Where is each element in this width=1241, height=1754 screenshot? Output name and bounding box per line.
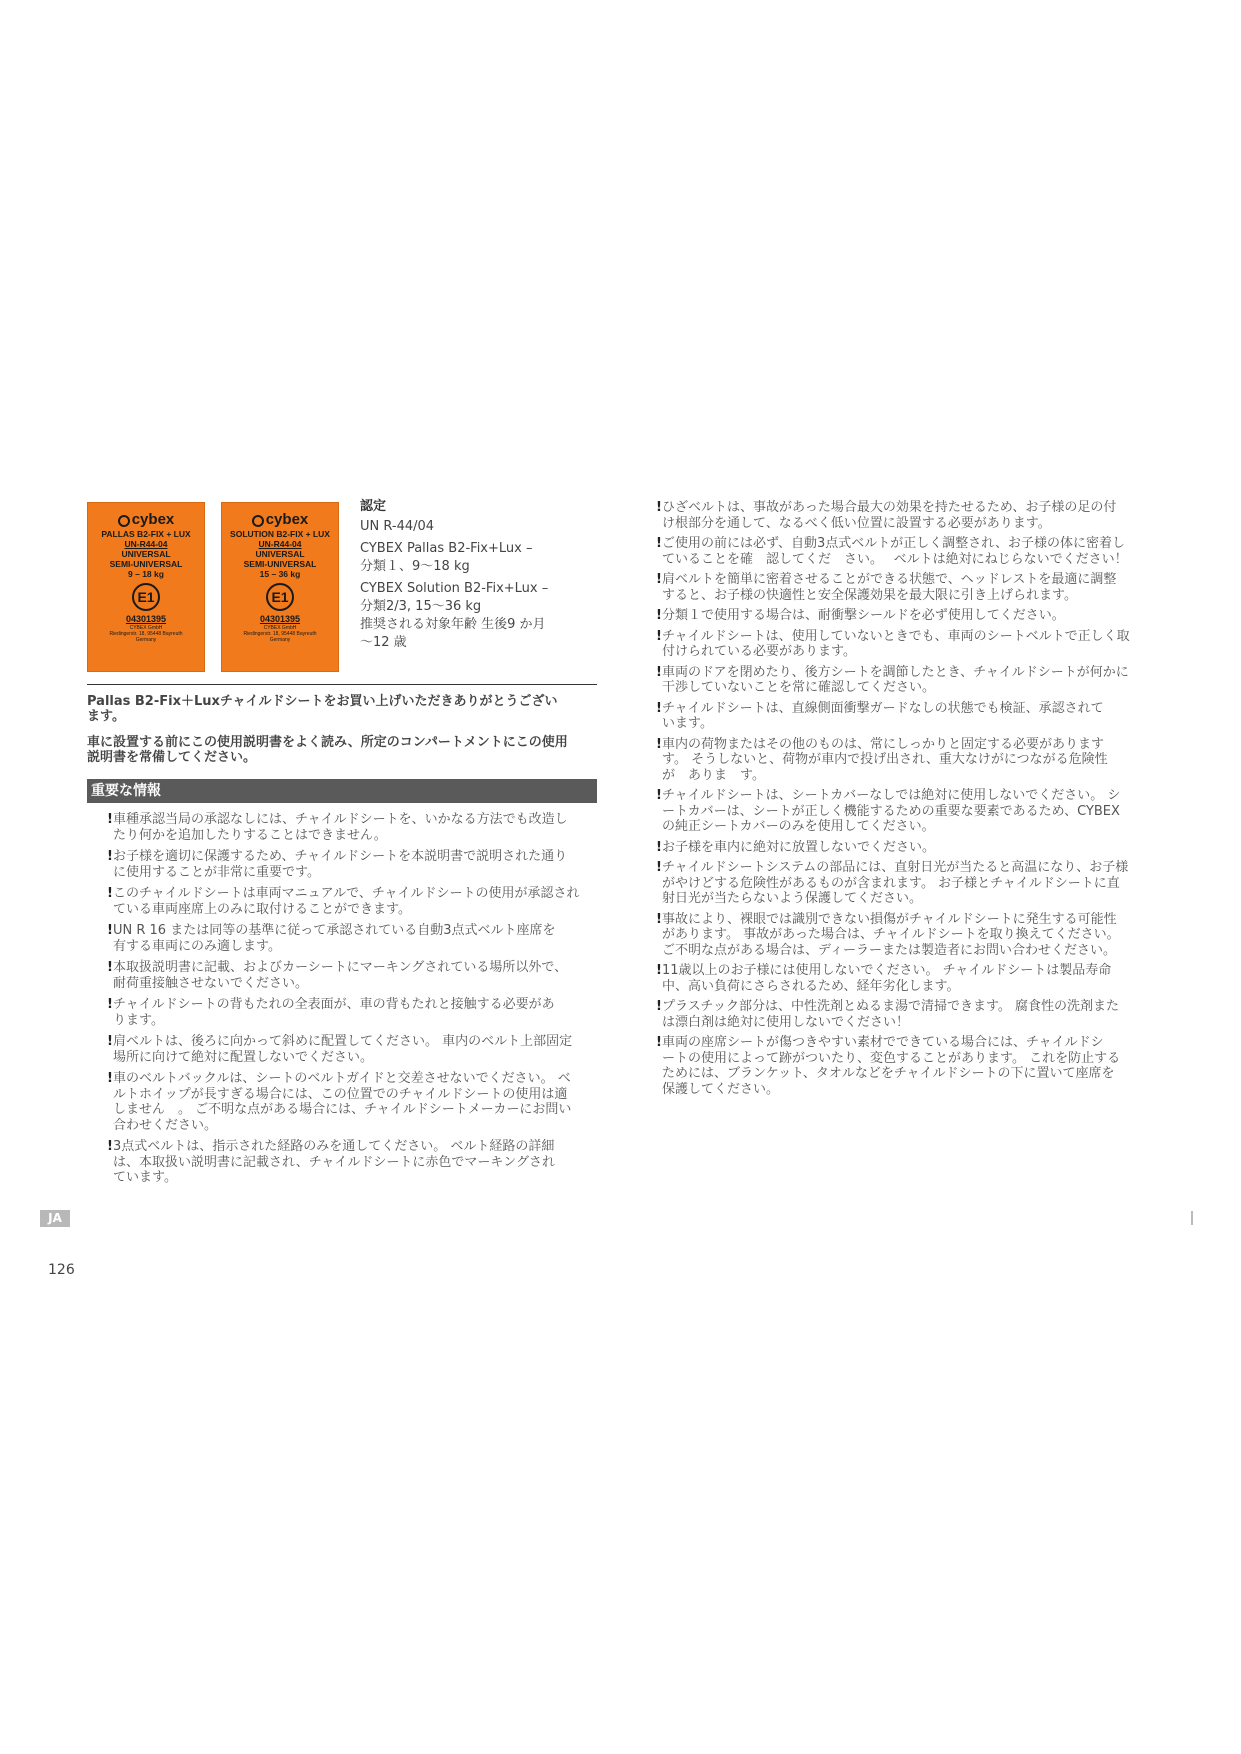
- warning-item: [107, 849, 633, 880]
- label-address: Riedingerstr. 18, 95448 Bayreuth: [243, 631, 317, 637]
- warning-line: ートカバーは、シートが正しく機能するための重要な要素であるため、CYBEX: [662, 803, 1120, 819]
- warning-line: 車種承認当局の承認なしには、チャイルドシートを、いかなる方法でも改造し: [113, 812, 568, 827]
- warning-icon: !: [107, 886, 113, 901]
- warning-line: 肩ベルトを簡単に密着させることができる状態で、ヘッドレストを最適に調整: [662, 572, 1117, 587]
- warning-line: ります。: [113, 1012, 164, 1028]
- warning-item: [656, 1035, 1202, 1097]
- warning-icon: !: [107, 849, 113, 864]
- warning-item: [656, 628, 1202, 660]
- warning-line: 分類１で使用する場合は、耐衝撃シールドを必ず使用してください。: [662, 608, 1065, 623]
- warning-item: [107, 1139, 633, 1186]
- warning-line: チャイルドシートの背もたれの全表面が、車の背もたれと接触する必要があ: [113, 997, 555, 1012]
- certification-pallas-line2: 分類１、9～18 kg: [360, 559, 470, 574]
- warning-icon: !: [107, 1034, 113, 1049]
- divider: [87, 684, 597, 685]
- warning-line: このチャイルドシートは車両マニュアルで、チャイルドシートの使用が承認され: [113, 886, 580, 901]
- warning-item: [107, 812, 633, 843]
- label-category2: SEMI-UNIVERSAL: [243, 559, 317, 569]
- label-model: PALLAS B2-FIX + LUX: [101, 529, 191, 539]
- warning-line: 車両のドアを閉めたり、後方シートを調節したとき、チャイルドシートが何かに: [662, 664, 1129, 680]
- warning-item: [656, 608, 1202, 624]
- cybex-logo-icon: [252, 515, 264, 527]
- warning-icon: !: [656, 572, 662, 587]
- warning-item: [656, 664, 1202, 696]
- warning-icon: !: [656, 736, 662, 752]
- warning-item: [107, 1071, 633, 1133]
- warning-icon: !: [656, 628, 662, 644]
- warning-line: ていることを確 認してくだ さい。 ベルトは絶対にねじらないでください！: [662, 551, 1128, 567]
- section-title: 重要な情報: [91, 783, 161, 799]
- warning-line: 肩ベルトは、後ろに向かって斜めに配置してください。 車内のベルト上部固定: [113, 1034, 573, 1049]
- label-weight: 15 – 36 kg: [259, 569, 301, 579]
- label-standard: UN-R44-04: [124, 539, 168, 549]
- warning-line: ています。: [113, 1170, 177, 1185]
- label-approval-number: 04301395: [259, 614, 301, 624]
- warning-icon: !: [107, 997, 113, 1012]
- page-edge-marker: [1191, 1211, 1193, 1225]
- certification-title: 認定: [360, 499, 387, 514]
- certification-age-line1: 推奨される対象年齢 生後9 か月: [360, 617, 546, 632]
- warning-icon: !: [656, 839, 662, 855]
- warning-icon: !: [656, 664, 662, 680]
- warning-icon: !: [656, 999, 662, 1014]
- label-weight: 9 – 18 kg: [128, 569, 164, 579]
- approval-label-solution: [221, 502, 339, 672]
- warning-icon: !: [656, 536, 662, 551]
- left-warning-list: [107, 812, 633, 1192]
- warning-icon: !: [107, 1139, 113, 1154]
- warning-line: す。 そうしないと、荷物が車内で投げ出され、重大なけがにつながる危険性: [662, 752, 1108, 767]
- thanks-text: Pallas B2-Fix＋Luxチャイルドシートをお買い上げいただきありがとうござい ます。: [87, 694, 558, 724]
- cybex-logo-icon: [118, 515, 130, 527]
- warning-icon: !: [107, 960, 113, 975]
- warning-icon: !: [656, 911, 662, 927]
- warning-line: 車両の座席シートが傷つきやすい素材でできている場合には、チャイルドシ: [662, 1035, 1104, 1050]
- warning-line: ご不明な点がある場合は、ディーラーまたは製造者にお問い合わせください。: [662, 942, 1116, 958]
- warning-line: UN R 16 または同等の基準に従って承認されている自動3点式ベルト座席を: [113, 923, 556, 938]
- warning-icon: !: [656, 500, 662, 515]
- warning-icon: !: [107, 1071, 113, 1086]
- warning-icon: !: [656, 860, 662, 875]
- warning-item: [656, 839, 1202, 856]
- warning-line: は、本取扱い説明書に記載され、チャイルドシートに赤色でマーキングされ: [113, 1154, 556, 1170]
- section-heading: [87, 779, 597, 803]
- certification-solution-line2: 分類2/3, 15～36 kg: [360, 599, 482, 614]
- warning-line: チャイルドシートは、直線側面衝撃ガードなしの状態でも検証、承認されて: [662, 700, 1104, 716]
- warning-icon: !: [107, 923, 113, 938]
- warning-icon: !: [656, 1035, 662, 1050]
- label-standard: UN-R44-04: [258, 539, 302, 549]
- warning-item: [656, 860, 1202, 907]
- certification-standard: UN R-44/04: [360, 519, 435, 534]
- warning-line: しません 。 ご不明な点がある場合には、チャイルドシートメーカーにお問い: [113, 1102, 572, 1117]
- certification-pallas-line1: CYBEX Pallas B2-Fix+Lux –: [360, 541, 533, 556]
- warning-line: がやけどする危険性があるものが含まれます。 お子様とチャイルドシートに直: [662, 875, 1120, 891]
- label-address: Riedingerstr. 18, 95448 Bayreuth: [109, 631, 183, 637]
- warning-line: お子様を車内に絶対に放置しないでください。: [662, 839, 936, 855]
- warning-line: 11歳以上のお子様には使用しないでください。 チャイルドシートは製品寿命: [662, 963, 1112, 978]
- label-country: Germany: [269, 637, 291, 643]
- warning-line: 耐荷重接触させないでください。: [113, 975, 309, 991]
- warning-item: [656, 700, 1202, 732]
- warning-item: [107, 960, 633, 991]
- label-model: SOLUTION B2-FIX + LUX: [230, 529, 330, 539]
- certification-block: [360, 498, 620, 652]
- label-category2: SEMI-UNIVERSAL: [109, 559, 183, 569]
- warning-line: プラスチック部分は、中性洗剤とぬるま湯で清掃できます。 腐食性の洗剤また: [662, 999, 1120, 1014]
- warning-line: 合わせください。: [113, 1117, 218, 1133]
- warning-line: 射日光が当たらないよう保護してください。: [662, 891, 923, 906]
- warning-line: ている車両座席上のみに取付けることができます。: [113, 901, 411, 917]
- warning-item: [656, 911, 1202, 959]
- e1-mark-icon: E1: [266, 583, 294, 611]
- cybex-logo: cybex: [88, 511, 204, 529]
- warning-line: 保護してください。: [662, 1081, 780, 1097]
- label-maker: CYBEX GmbH: [129, 625, 163, 631]
- warning-line: に使用することが非常に重要です。: [113, 864, 320, 880]
- e1-mark-icon: E1: [132, 583, 160, 611]
- warning-line: 車のベルトバックルは、シートのベルトガイドと交差させないでください。 ベ: [113, 1071, 571, 1086]
- warning-line: 場所に向けて絶対に配置しないでください。: [113, 1049, 374, 1065]
- page-number: 126: [48, 1262, 75, 1278]
- warning-item: [656, 500, 1202, 531]
- warning-line: ートの使用によって跡がついたり、変色することがあります。 これを防止する: [662, 1050, 1121, 1066]
- warning-item: [656, 963, 1202, 994]
- label-category1: UNIVERSAL: [121, 549, 171, 559]
- warning-line: け根部分を通して、なるべく低い位置に設置する必要があります。: [662, 515, 1051, 531]
- warning-line: チャイルドシートは、シートカバーなしでは絶対に使用しないでください。 シ: [662, 788, 1121, 803]
- warning-line: すると、お子様の快適性と安全保護効果を最大限に引き上げられます。: [662, 587, 1077, 603]
- warning-item: [107, 1034, 633, 1065]
- warning-item: [656, 999, 1202, 1030]
- approval-label-pallas: [87, 502, 205, 672]
- warning-line: 3点式ベルトは、指示された経路のみを通してください。 ベルト経路の詳細: [113, 1139, 555, 1154]
- warning-line: います。: [662, 716, 713, 731]
- warning-icon: !: [656, 788, 662, 803]
- warning-item: [107, 923, 633, 954]
- warning-line: 有する車両にのみ適します。: [113, 938, 281, 954]
- warning-icon: !: [656, 700, 662, 716]
- read-instructions-text: 車に設置する前にこの使用説明書をよく読み、所定のコンパートメントにこの使用 説明書を常備してください。: [87, 735, 568, 765]
- warning-line: 本取扱説明書に記載、およびカーシートにマーキングされている場所以外で、: [113, 960, 568, 975]
- warning-line: チャイルドシートシステムの部品には、直射日光が当たると高温になり、お子様: [662, 860, 1129, 875]
- warning-line: ためには、ブランケット、タオルなどをチャイルドシートの下に置いて座席を: [662, 1066, 1115, 1081]
- certification-age-line2: ～12 歳: [360, 635, 407, 650]
- warning-line: 中、高い負荷にさらされるため、経年劣化します。: [662, 978, 960, 994]
- certification-solution-line1: CYBEX Solution B2-Fix+Lux –: [360, 581, 549, 596]
- label-maker: CYBEX GmbH: [263, 625, 297, 631]
- warning-line: 干渉していないことを常に確認してください。: [662, 680, 936, 695]
- warning-item: [656, 536, 1202, 567]
- language-badge: JA: [40, 1210, 70, 1227]
- warning-icon: !: [656, 608, 662, 623]
- warning-line: の純正シートカバーのみを使用してください。: [662, 819, 935, 834]
- warning-line: は漂白剤は絶対に使用しないでください！: [662, 1014, 910, 1030]
- right-warning-list: [656, 500, 1202, 1102]
- warning-line: チャイルドシートは、使用していないときでも、車両のシートベルトで正しく取: [662, 628, 1130, 644]
- warning-item: [107, 997, 633, 1028]
- warning-line: ルトホイップが長すぎる場合には、この位置でのチャイルドシートの使用は適: [113, 1086, 568, 1102]
- warning-line: お子様を適切に保護するため、チャイルドシートを本説明書で説明された通り: [113, 849, 568, 864]
- warning-line: 事故により、裸眼では識別できない損傷がチャイルドシートに発生する可能性: [662, 911, 1117, 927]
- warning-line: があります。 事故があった場合は、チャイルドシートを取り換えてください。: [662, 927, 1120, 942]
- warning-line: が ありま す。: [662, 767, 765, 783]
- label-category1: UNIVERSAL: [255, 549, 305, 559]
- warning-line: ご使用の前には必ず、自動3点式ベルトが正しく調整され、お子様の体に密着し: [662, 536, 1126, 551]
- label-country: Germany: [135, 637, 157, 643]
- warning-line: 付けられている必要があります。: [662, 644, 856, 659]
- cybex-logo: cybex: [222, 511, 338, 529]
- warning-icon: !: [107, 812, 113, 827]
- warning-line: たり何かを追加したりすることはできません。: [113, 827, 387, 843]
- warning-item: [656, 736, 1202, 784]
- warning-icon: !: [656, 963, 662, 978]
- warning-line: 車内の荷物またはその他のものは、常にしっかりと固定する必要があります: [662, 736, 1105, 752]
- warning-item: [107, 886, 633, 917]
- label-approval-number: 04301395: [125, 614, 167, 624]
- warning-item: [656, 572, 1202, 603]
- warning-item: [656, 788, 1202, 835]
- warning-line: ひざベルトは、事故があった場合最大の効果を持たせるため、お子様の足の付: [662, 500, 1117, 515]
